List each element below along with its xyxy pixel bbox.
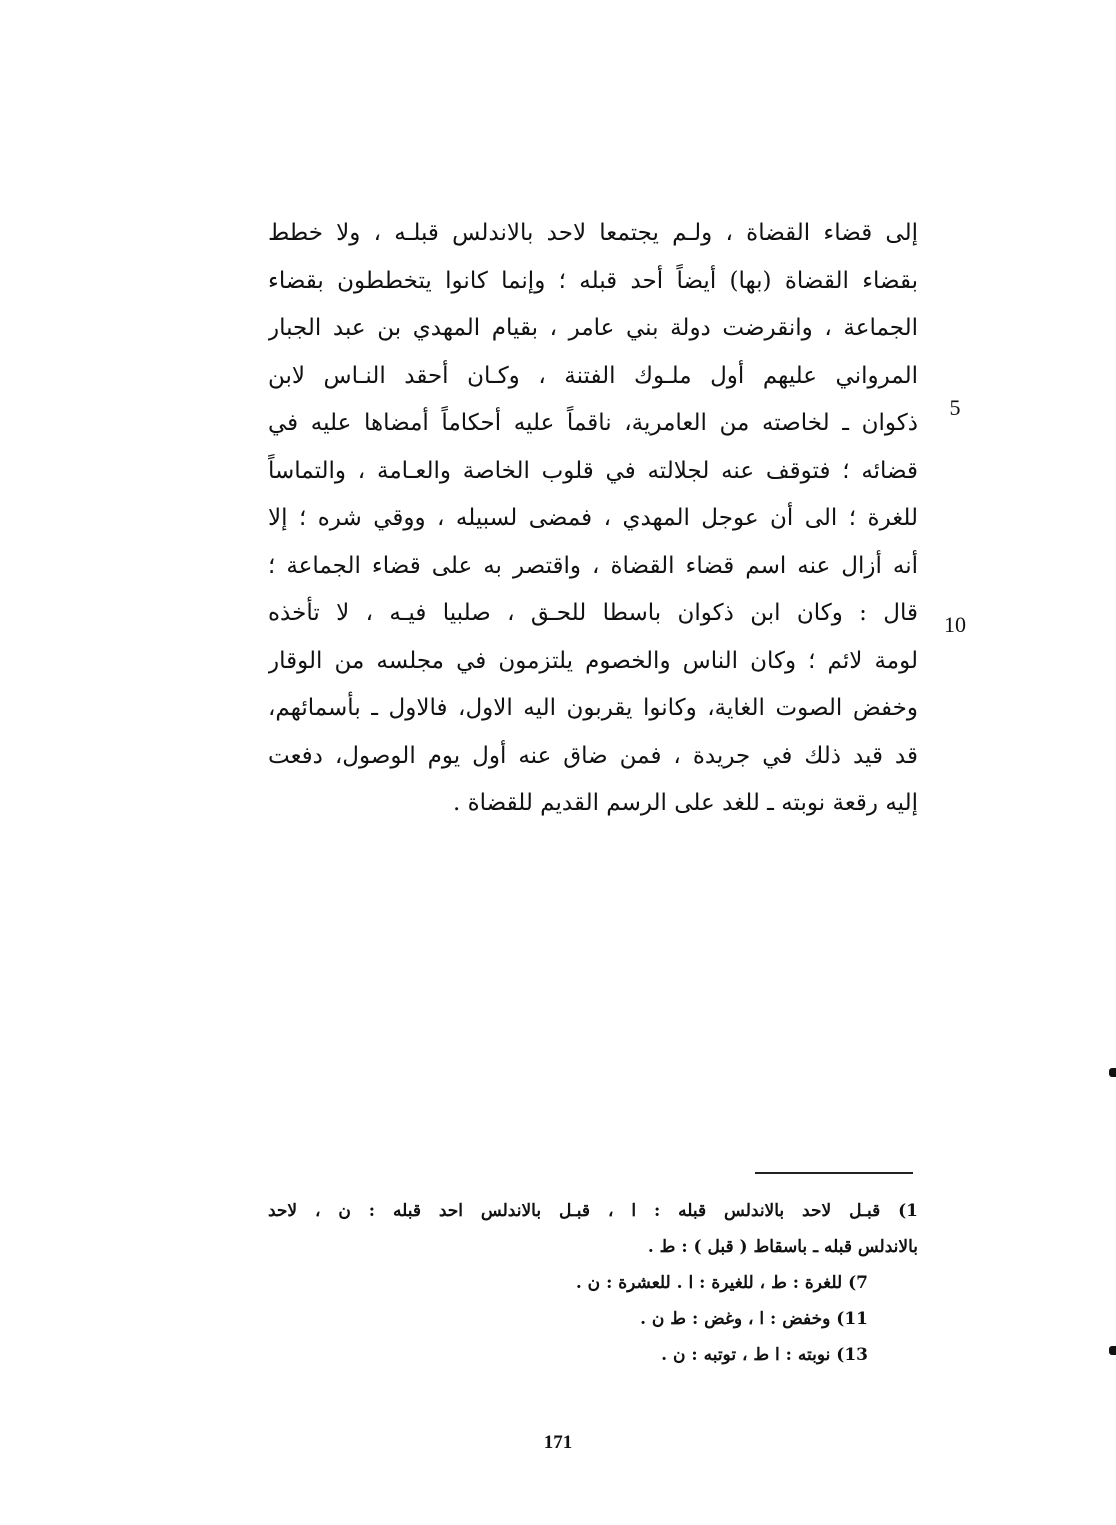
text-line-4: المرواني عليهم أول ملـوك الفتنة ، وكـان أحقد النـاس لابن [268,362,918,389]
page-number: 171 [543,1432,573,1453]
scan-edge-mark-top [1109,1068,1116,1077]
text-line-13: إليه رقعة نوبته ـ للغد على الرسم القديم للقضاة . [452,790,918,816]
text-line-7: للغرة ؛ الى أن عوجل المهدي ، فمضى لسبيله ، ووقي شره ؛ إلا [268,505,918,531]
text-line-11: وخفض الصوت الغاية، وكانوا يقربون اليه الاول، فالاول ـ بأسمائهم، [268,695,918,721]
footnote-divider [755,1172,913,1174]
text-line-6: قضائه ؛ فتوقف عنه لجلالته في قلوب الخاصة والعـامة ، والتماساً [268,457,918,484]
text-line-1: إلى قضاء القضاة ، ولـم يجتمعا لاحد بالاندلس قبلـه ، ولا خطط [268,220,918,246]
footnote-11: 11) وخفض : ا ، وغض : ط ن . [640,1309,868,1329]
text-line-8: أنه أزال عنه اسم قضاء القضاة ، واقتصر به على قضاء الجماعة ؛ [268,552,918,579]
footnote-13: 13) نوبته : ا ط ، توتبه : ن . [661,1345,868,1365]
text-line-3: الجماعة ، وانقرضت دولة بني عامر ، بقيام المهدي بن عبد الجبار [268,315,918,341]
text-line-9: قال : وكان ابن ذكوان باسطا للحـق ، صلبيا فيـه ، لا تأخذه [268,600,918,626]
text-line-5: ذكوان ـ لخاصته من العامرية، ناقماً عليه أحكاماً أمضاها عليه في [268,410,918,436]
text-line-12: قد قيد ذلك في جريدة ، فمن ضاق عنه أول يوم الوصول، دفعت [268,742,918,769]
text-line-10: لومة لائم ؛ وكان الناس والخصوم يلتزمون في مجلسه من الوقار [268,647,918,674]
footnotes-block [268,1193,918,1373]
main-text-block [268,210,918,828]
line-number-5: 5 [949,395,961,420]
footnote-7: 7) للغرة : ط ، للغيرة : ا . للعشرة : ن . [575,1273,868,1293]
footnote-1-line-2: بالاندلس قبله ـ باسقاط ( قبل ) : ط . [647,1237,918,1257]
footnote-1-line-1: 1) قبـل لاحد بالاندلس قبله : ا ، قبـل بالاندلس احد قبله : ن ، لاحد [268,1201,918,1221]
scan-edge-mark-bottom [1109,1346,1116,1355]
line-number-10: 10 [944,612,966,637]
text-line-2: بقضاء القضاة (بها) أيضاً أحد قبله ؛ وإنما كانوا يتخططون بقضاء [268,267,918,294]
